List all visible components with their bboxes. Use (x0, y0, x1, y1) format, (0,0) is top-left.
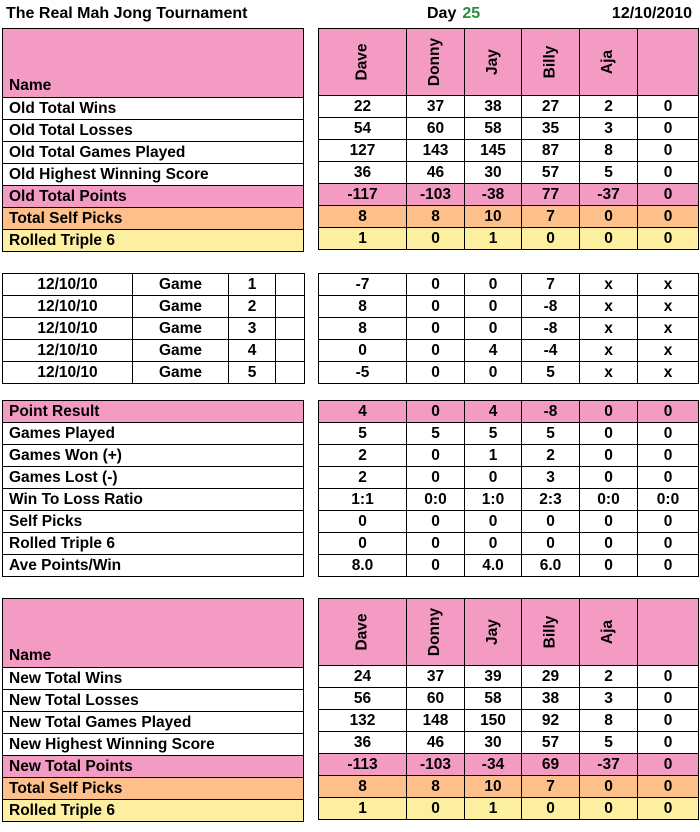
stat-values-row (319, 776, 699, 798)
result-value: 0 (580, 401, 638, 423)
stat-values-row (319, 140, 699, 162)
game-score: 0 (407, 340, 465, 362)
game-number: 3 (229, 318, 276, 340)
stat-value: 0 (522, 228, 580, 250)
player-header (580, 599, 638, 666)
stat-value: -34 (465, 754, 522, 776)
stat-value: 58 (465, 688, 522, 710)
result-label: Ave Points/Win (3, 555, 304, 577)
result-values-row (319, 401, 699, 423)
player-header-row (319, 599, 699, 666)
stat-value: 36 (319, 732, 407, 754)
result-row (3, 555, 304, 577)
game-score: 4 (465, 340, 522, 362)
stat-label: New Total Wins (3, 668, 304, 690)
stat-row (3, 208, 304, 230)
game-number: 4 (229, 340, 276, 362)
stat-values-row (319, 228, 699, 250)
stat-value: -37 (580, 184, 638, 206)
stat-value: 1 (465, 228, 522, 250)
tournament-title: The Real Mah Jong Tournament (6, 5, 248, 22)
stat-row (3, 230, 304, 252)
new-stats-labels (2, 598, 304, 822)
name-header: Name (3, 29, 304, 98)
result-value: 0 (465, 533, 522, 555)
stat-value: 0 (407, 228, 465, 250)
game-score: x (638, 274, 699, 296)
result-value: 2 (319, 445, 407, 467)
game-blank (276, 340, 305, 362)
game-score: x (580, 362, 638, 384)
result-value: 3 (522, 467, 580, 489)
stat-value: 2 (580, 96, 638, 118)
result-value: 0 (319, 533, 407, 555)
stat-value: 10 (465, 776, 522, 798)
game-score: 0 (407, 274, 465, 296)
result-value: 0 (465, 511, 522, 533)
stat-value: 0 (522, 798, 580, 820)
stat-value: 0 (638, 140, 699, 162)
stat-value: 30 (465, 162, 522, 184)
stat-value: 1 (319, 228, 407, 250)
result-label: Games Won (+) (3, 445, 304, 467)
game-score: 0 (319, 340, 407, 362)
game-date: 12/10/10 (3, 362, 133, 384)
player-header (465, 599, 522, 666)
stat-row (3, 120, 304, 142)
stat-value: 0 (638, 118, 699, 140)
result-value: 0 (319, 511, 407, 533)
stat-row (3, 142, 304, 164)
result-value: 0 (407, 401, 465, 423)
stat-value: -117 (319, 184, 407, 206)
stat-value: 27 (522, 96, 580, 118)
player-header (319, 29, 407, 96)
result-label: Games Lost (-) (3, 467, 304, 489)
stat-row (3, 712, 304, 734)
stat-row (3, 164, 304, 186)
result-value: 0 (522, 511, 580, 533)
result-value: 5 (522, 423, 580, 445)
game-number: 2 (229, 296, 276, 318)
stat-value: -113 (319, 754, 407, 776)
result-value: 0:0 (638, 489, 699, 511)
stat-value: 38 (465, 96, 522, 118)
stat-value: 39 (465, 666, 522, 688)
result-value: -8 (522, 401, 580, 423)
stat-value: 58 (465, 118, 522, 140)
player-name: Dave (353, 43, 371, 81)
stat-value: 8 (319, 206, 407, 228)
result-row (3, 511, 304, 533)
stat-label: Old Total Points (3, 186, 304, 208)
game-score: 0 (407, 362, 465, 384)
result-label: Win To Loss Ratio (3, 489, 304, 511)
stat-row (3, 756, 304, 778)
result-value: 5 (465, 423, 522, 445)
old-stats-labels (2, 28, 304, 252)
stat-value: 22 (319, 96, 407, 118)
result-value: 8.0 (319, 555, 407, 577)
game-score: 7 (522, 274, 580, 296)
result-value: 0 (580, 555, 638, 577)
stat-values-row (319, 184, 699, 206)
game-number: 1 (229, 274, 276, 296)
stat-values-row (319, 754, 699, 776)
stat-label: Rolled Triple 6 (3, 230, 304, 252)
result-label: Self Picks (3, 511, 304, 533)
stat-value: 0 (638, 710, 699, 732)
game-score: x (638, 318, 699, 340)
game-score: x (580, 318, 638, 340)
stat-values-row (319, 798, 699, 820)
game-score: 8 (319, 318, 407, 340)
name-header: Name (3, 599, 304, 668)
day-label: Day (427, 5, 457, 22)
game-score: 0 (465, 362, 522, 384)
player-header-row (319, 29, 699, 96)
stat-value: 46 (407, 162, 465, 184)
game-blank (276, 362, 305, 384)
result-value: 0 (407, 445, 465, 467)
stat-value: 0 (638, 162, 699, 184)
stat-values-row (319, 688, 699, 710)
game-score: x (580, 296, 638, 318)
player-name: Dave (353, 613, 371, 651)
result-row (3, 533, 304, 555)
stat-value: 1 (319, 798, 407, 820)
stat-value: 143 (407, 140, 465, 162)
game-label: Game (133, 318, 229, 340)
result-value: 4 (465, 401, 522, 423)
stat-value: 7 (522, 776, 580, 798)
stat-value: 36 (319, 162, 407, 184)
stat-value: 0 (638, 184, 699, 206)
result-value: 0 (522, 533, 580, 555)
result-value: 1:0 (465, 489, 522, 511)
stat-row (3, 800, 304, 822)
result-value: 0 (407, 511, 465, 533)
player-header (407, 599, 465, 666)
game-score: 0 (465, 318, 522, 340)
stat-row (3, 186, 304, 208)
stat-value: -38 (465, 184, 522, 206)
stat-values-row (319, 732, 699, 754)
stat-value: 10 (465, 206, 522, 228)
result-values-row (319, 445, 699, 467)
result-value: 0 (407, 533, 465, 555)
game-score: x (638, 296, 699, 318)
stat-value: 56 (319, 688, 407, 710)
stat-value: 127 (319, 140, 407, 162)
header-date: 12/10/2010 (611, 5, 692, 22)
stat-value: 0 (580, 228, 638, 250)
result-values-row (319, 467, 699, 489)
game-score: 8 (319, 296, 407, 318)
game-values-row (319, 274, 699, 296)
stat-value: 5 (580, 732, 638, 754)
stat-value: 77 (522, 184, 580, 206)
game-blank (276, 274, 305, 296)
stat-values-row (319, 162, 699, 184)
stat-value: 148 (407, 710, 465, 732)
game-label: Game (133, 296, 229, 318)
stat-value: 0 (638, 96, 699, 118)
result-value: 0 (580, 445, 638, 467)
stat-value: 3 (580, 118, 638, 140)
stat-values-row (319, 710, 699, 732)
stat-value: 5 (580, 162, 638, 184)
game-score: -5 (319, 362, 407, 384)
stat-value: 0 (580, 206, 638, 228)
stat-value: 30 (465, 732, 522, 754)
stat-row (3, 778, 304, 800)
stat-value: 8 (580, 140, 638, 162)
player-name: Jay (484, 619, 501, 645)
stat-label: New Total Losses (3, 690, 304, 712)
game-score: -8 (522, 296, 580, 318)
stat-value: 46 (407, 732, 465, 754)
game-row (3, 362, 305, 384)
result-value: 0 (407, 555, 465, 577)
stat-values-row (319, 666, 699, 688)
stat-value: 69 (522, 754, 580, 776)
result-value: 4 (319, 401, 407, 423)
result-value: 0 (407, 467, 465, 489)
stat-row (3, 98, 304, 120)
stat-value: 92 (522, 710, 580, 732)
stat-value: 87 (522, 140, 580, 162)
result-value: 4.0 (465, 555, 522, 577)
result-row (3, 401, 304, 423)
game-number: 5 (229, 362, 276, 384)
game-date: 12/10/10 (3, 274, 133, 296)
stat-label: Old Total Wins (3, 98, 304, 120)
result-value: 2 (522, 445, 580, 467)
game-label: Game (133, 362, 229, 384)
new-stats-values (318, 598, 699, 820)
game-score: -4 (522, 340, 580, 362)
result-values-row (319, 533, 699, 555)
player-name: Billy (541, 45, 559, 79)
stat-value: 3 (580, 688, 638, 710)
stat-value: 37 (407, 666, 465, 688)
result-label: Games Played (3, 423, 304, 445)
result-label: Point Result (3, 401, 304, 423)
game-blank (276, 318, 305, 340)
stat-value: 0 (638, 688, 699, 710)
name-header-row (3, 599, 304, 668)
player-name: Aja (599, 619, 617, 645)
player-header (522, 29, 580, 96)
result-value: 0 (580, 423, 638, 445)
stat-value: 0 (638, 754, 699, 776)
result-value: 0 (638, 555, 699, 577)
player-header (638, 29, 699, 96)
result-value: 1 (465, 445, 522, 467)
stat-value: 8 (319, 776, 407, 798)
game-label: Game (133, 340, 229, 362)
stat-value: -103 (407, 184, 465, 206)
result-value: 0:0 (580, 489, 638, 511)
stat-value: 1 (465, 798, 522, 820)
player-name: Jay (484, 49, 501, 75)
stat-value: 35 (522, 118, 580, 140)
player-name: Aja (599, 49, 617, 75)
player-header (319, 599, 407, 666)
stat-value: 0 (638, 732, 699, 754)
stat-value: 57 (522, 162, 580, 184)
stat-values-row (319, 96, 699, 118)
game-values-row (319, 296, 699, 318)
stat-label: New Highest Winning Score (3, 734, 304, 756)
game-score: x (580, 340, 638, 362)
stat-value: 37 (407, 96, 465, 118)
result-row (3, 467, 304, 489)
stat-label: New Total Games Played (3, 712, 304, 734)
result-value: 6.0 (522, 555, 580, 577)
game-score: -7 (319, 274, 407, 296)
result-values-row (319, 555, 699, 577)
result-value: 1:1 (319, 489, 407, 511)
stat-value: -103 (407, 754, 465, 776)
stat-value: 150 (465, 710, 522, 732)
player-header (522, 599, 580, 666)
game-score: -8 (522, 318, 580, 340)
stat-value: 8 (407, 776, 465, 798)
result-value: 0 (465, 467, 522, 489)
stat-value: -37 (580, 754, 638, 776)
stat-value: 0 (638, 776, 699, 798)
result-value: 0 (638, 423, 699, 445)
stat-value: 0 (580, 776, 638, 798)
stat-value: 8 (407, 206, 465, 228)
stat-value: 0 (638, 798, 699, 820)
player-name: Donny (426, 37, 444, 87)
result-value: 0 (638, 511, 699, 533)
game-score: 0 (407, 318, 465, 340)
result-values-row (319, 511, 699, 533)
game-values-row (319, 340, 699, 362)
result-values-row (319, 489, 699, 511)
game-row (3, 296, 305, 318)
stat-value: 60 (407, 118, 465, 140)
results-values (318, 400, 699, 577)
stat-label: New Total Points (3, 756, 304, 778)
day-indicator (427, 0, 480, 28)
stat-value: 8 (580, 710, 638, 732)
result-value: 0 (638, 467, 699, 489)
games-values (318, 273, 699, 384)
stat-value: 0 (407, 798, 465, 820)
stat-value: 24 (319, 666, 407, 688)
game-score: 0 (407, 296, 465, 318)
game-score: x (638, 362, 699, 384)
name-header-row (3, 29, 304, 98)
result-value: 0 (580, 511, 638, 533)
game-values-row (319, 318, 699, 340)
result-value: 2:3 (522, 489, 580, 511)
stat-value: 0 (638, 206, 699, 228)
day-number: 25 (462, 5, 481, 22)
stat-label: Rolled Triple 6 (3, 800, 304, 822)
player-name: Donny (426, 607, 444, 657)
game-score: 0 (465, 296, 522, 318)
game-score: 5 (522, 362, 580, 384)
result-value: 0 (638, 445, 699, 467)
result-value: 5 (319, 423, 407, 445)
stat-value: 0 (580, 798, 638, 820)
stat-value: 145 (465, 140, 522, 162)
game-blank (276, 296, 305, 318)
games-labels (2, 273, 305, 384)
stat-value: 0 (638, 228, 699, 250)
game-score: x (580, 274, 638, 296)
stat-value: 54 (319, 118, 407, 140)
game-row (3, 274, 305, 296)
result-values-row (319, 423, 699, 445)
result-value: 5 (407, 423, 465, 445)
game-values-row (319, 362, 699, 384)
stat-label: Old Total Games Played (3, 142, 304, 164)
result-value: 0 (580, 533, 638, 555)
stat-value: 60 (407, 688, 465, 710)
result-row (3, 423, 304, 445)
stat-value: 132 (319, 710, 407, 732)
player-header (465, 29, 522, 96)
stat-row (3, 668, 304, 690)
old-stats-values (318, 28, 699, 250)
stat-row (3, 690, 304, 712)
result-label: Rolled Triple 6 (3, 533, 304, 555)
player-header (638, 599, 699, 666)
stat-value: 0 (638, 666, 699, 688)
stat-label: Total Self Picks (3, 208, 304, 230)
game-score: 0 (465, 274, 522, 296)
game-date: 12/10/10 (3, 340, 133, 362)
stat-values-row (319, 118, 699, 140)
game-label: Game (133, 274, 229, 296)
result-value: 0 (580, 467, 638, 489)
game-row (3, 318, 305, 340)
player-header (407, 29, 465, 96)
game-score: x (638, 340, 699, 362)
stat-value: 7 (522, 206, 580, 228)
stat-value: 38 (522, 688, 580, 710)
player-header (580, 29, 638, 96)
game-date: 12/10/10 (3, 318, 133, 340)
result-value: 2 (319, 467, 407, 489)
player-name: Billy (541, 615, 559, 649)
stat-row (3, 734, 304, 756)
result-value: 0:0 (407, 489, 465, 511)
result-value: 0 (638, 401, 699, 423)
stat-value: 57 (522, 732, 580, 754)
stat-label: Old Total Losses (3, 120, 304, 142)
game-date: 12/10/10 (3, 296, 133, 318)
stat-value: 2 (580, 666, 638, 688)
stat-label: Old Highest Winning Score (3, 164, 304, 186)
stat-value: 29 (522, 666, 580, 688)
result-value: 0 (638, 533, 699, 555)
game-row (3, 340, 305, 362)
stat-values-row (319, 206, 699, 228)
result-row (3, 489, 304, 511)
stat-label: Total Self Picks (3, 778, 304, 800)
result-row (3, 445, 304, 467)
results-labels (2, 400, 304, 577)
